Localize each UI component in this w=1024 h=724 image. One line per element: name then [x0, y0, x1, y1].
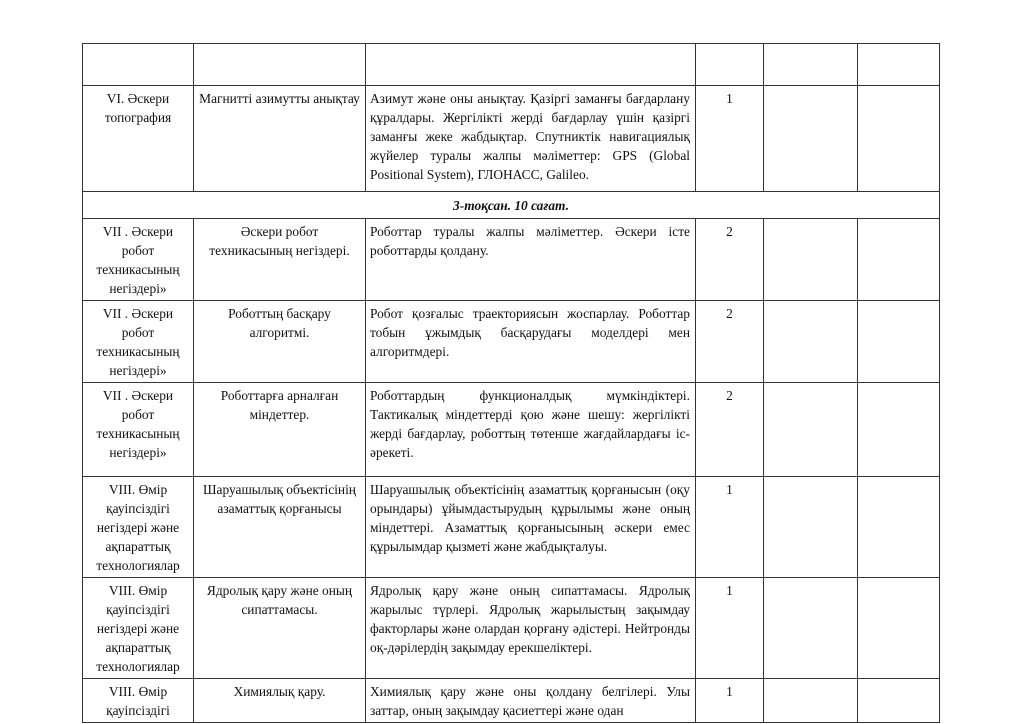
content-cell: Роботтар туралы жалпы мәліметтер. Әскери істе роботтарды қолдану. [366, 219, 696, 301]
empty-cell [764, 44, 858, 86]
empty-cell [858, 219, 940, 301]
empty-cell [764, 219, 858, 301]
empty-cell [858, 477, 940, 578]
topic-cell: Роботтың басқару алгоритмі. [194, 301, 366, 383]
topic-cell: Ядролық қару және оның сипаттамасы. [194, 578, 366, 679]
section-cell: VII . Әскери робот техникасының негіздері» [83, 219, 194, 301]
empty-cell [858, 44, 940, 86]
table-row [83, 44, 940, 86]
empty-cell [764, 301, 858, 383]
hours-cell: 2 [696, 301, 764, 383]
table-row [83, 578, 940, 679]
empty-cell [858, 86, 940, 192]
content-cell: Роботтардың функционалдық мүмкіндіктері. Тактикалық міндеттерді қою және шешу: жергілікті жерді бағдарлау, роботтың төтенше жағдайлардағы іс-әрекеті. [366, 383, 696, 477]
content-cell: Робот қозғалыс траекториясын жоспарлау. Роботтар тобын ұжымдық басқарудағы моделдері мен алгоритмдері. [366, 301, 696, 383]
empty-cell [858, 679, 940, 723]
empty-cell [764, 477, 858, 578]
topic-cell: Химиялық қару. [194, 679, 366, 723]
section-cell: VIII. Өмір қауіпсіздігі негіздері және ақпараттық технологиялар [83, 578, 194, 679]
empty-cell [764, 679, 858, 723]
empty-cell [858, 301, 940, 383]
table-row [83, 477, 940, 578]
empty-cell [858, 383, 940, 477]
topic-cell: Роботтарға арналған міндеттер. [194, 383, 366, 477]
topic-cell [194, 44, 366, 86]
content-cell: Ядролық қару және оның сипаттамасы. Ядролық жарылыс түрлері. Ядролық жарылыстың зақымдау факторлары және олардан қорғану әдістері. Нейтронды оқ-дәрілердің зақымдау ерекшеліктері. [366, 578, 696, 679]
section-cell: VII . Әскери робот техникасының негіздері» [83, 301, 194, 383]
table-row [83, 86, 940, 192]
content-cell [366, 44, 696, 86]
hours-cell: 2 [696, 383, 764, 477]
curriculum-table [82, 43, 940, 723]
content-cell: Химиялық қару және оны қолдану белгілері. Улы заттар, оның зақымдау қасиеттері және одан [366, 679, 696, 723]
section-cell: VI. Әскери топография [83, 86, 194, 192]
section-cell: VII . Әскери робот техникасының негіздері» [83, 383, 194, 477]
section-cell: VIII. Өмір қауіпсіздігі [83, 679, 194, 723]
empty-cell [858, 578, 940, 679]
quarter-heading-row [83, 192, 940, 219]
empty-cell [764, 86, 858, 192]
topic-cell: Әскери робот техникасының негіздері. [194, 219, 366, 301]
hours-cell [696, 44, 764, 86]
table-row [83, 383, 940, 477]
empty-cell [764, 578, 858, 679]
table-row [83, 301, 940, 383]
topic-cell: Магнитті азимутты анықтау [194, 86, 366, 192]
table-row [83, 219, 940, 301]
hours-cell: 1 [696, 477, 764, 578]
section-cell: VIII. Өмір қауіпсіздігі негіздері және ақпараттық технологиялар [83, 477, 194, 578]
hours-cell: 1 [696, 578, 764, 679]
section-cell [83, 44, 194, 86]
quarter-heading: 3-тоқсан. 10 сағат. [83, 192, 940, 219]
topic-cell: Шаруашылық объектісінің азаматтық қорғанысы [194, 477, 366, 578]
table-row [83, 679, 940, 723]
hours-cell: 2 [696, 219, 764, 301]
hours-cell: 1 [696, 86, 764, 192]
hours-cell: 1 [696, 679, 764, 723]
content-cell: Азимут және оны анықтау. Қазіргі заманғы бағдарлану құралдары. Жергілікті жерді бағдарлау үшін қазіргі заманғы жеке жабдықтар. Спутниктік навигациялық жүйелер туралы жалпы мәліметтер: GPS (Global Positional System), ГЛОНАСС, Galileo. [366, 86, 696, 192]
empty-cell [764, 383, 858, 477]
content-cell: Шаруашылық объектісінің азаматтық қорғанысын (оқу орындары) ұйымдастырудың құрылымы және оның міндеттері. Азаматтық қорғанысының әскери емес құрылымдар қызметі және жабдықталуы. [366, 477, 696, 578]
